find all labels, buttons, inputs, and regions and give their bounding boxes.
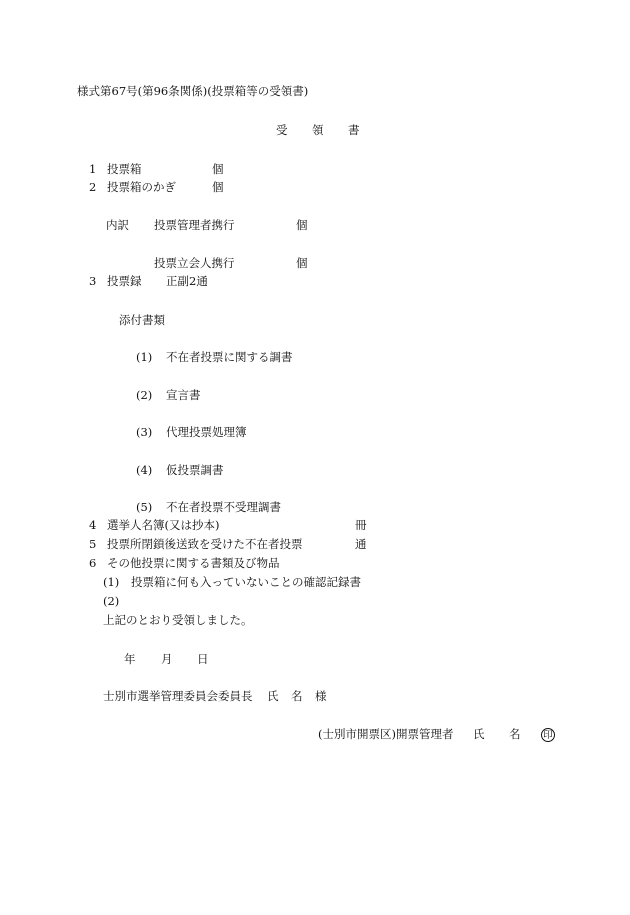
date-day: 日 [197,652,209,666]
addressee-name-char: 名 [291,689,303,703]
attachment-number: (5) [136,500,153,514]
breakdown-row-label: 投票管理者携行 [154,218,235,232]
attachment-number: (2) [136,388,153,402]
signer-name-char: 名 [509,727,521,741]
item-number: 2 [89,180,97,194]
addressee-name-char: 氏 [267,689,279,703]
item-label: 投票箱のかぎ [107,180,176,194]
item-number: 6 [89,556,97,570]
item-number: 4 [89,518,97,532]
breakdown-row-unit: 個 [296,218,308,232]
breakdown-row-unit: 個 [296,256,308,270]
attachment-text: 宣言書 [166,388,201,402]
addressee-honorific: 様 [315,689,327,703]
attachment-number: (4) [136,463,153,477]
title-char: 書 [348,123,360,137]
form-header: 様式第67号(第96条関係)(投票箱等の受領書) [77,84,309,98]
title-char: 領 [312,123,324,137]
item-label: 投票所閉鎖後送致を受けた不在者投票 [107,537,303,551]
addressee-label: 士別市選挙管理委員会委員長 [103,689,253,703]
received-statement: 上記のとおり受領しました。 [103,613,253,627]
other-item-text: 投票箱に何も入っていないことの確認記録書 [131,575,361,589]
attachment-text: 不在者投票不受理調書 [166,500,281,514]
attachment-text: 代理投票処理簿 [166,425,247,439]
attachment-text: 仮投票調書 [166,463,224,477]
item-unit: 個 [212,180,224,194]
item-label: 選挙人名簿(又は抄本) [107,518,220,532]
attachments-heading: 添付書類 [119,313,165,327]
other-item-number: (2) [103,594,120,608]
date-year: 年 [124,652,136,666]
breakdown-label: 内訳 [106,218,129,232]
seal-mark-icon: 印 [541,728,555,742]
attachment-text: 不在者投票に関する調書 [166,350,293,364]
item-label: その他投票に関する書類及び物品 [107,556,280,570]
item-number: 5 [89,537,97,551]
breakdown-row-label: 投票立会人携行 [154,256,235,270]
title-char: 受 [276,123,288,137]
item-label: 投票録 [107,274,142,288]
signer-name-char: 氏 [473,727,485,741]
attachment-number: (1) [136,350,153,364]
item-detail: 正副2通 [166,274,208,288]
item-unit: 個 [212,162,224,176]
attachment-number: (3) [136,425,153,439]
item-label: 投票箱 [107,162,142,176]
item-number: 1 [89,162,97,176]
date-month: 月 [161,652,173,666]
item-unit: 通 [355,537,367,551]
signer-label: (士別市開票区)開票管理者 [318,727,454,741]
item-number: 3 [89,274,97,288]
other-item-number: (1) [103,575,120,589]
item-unit: 冊 [355,518,367,532]
